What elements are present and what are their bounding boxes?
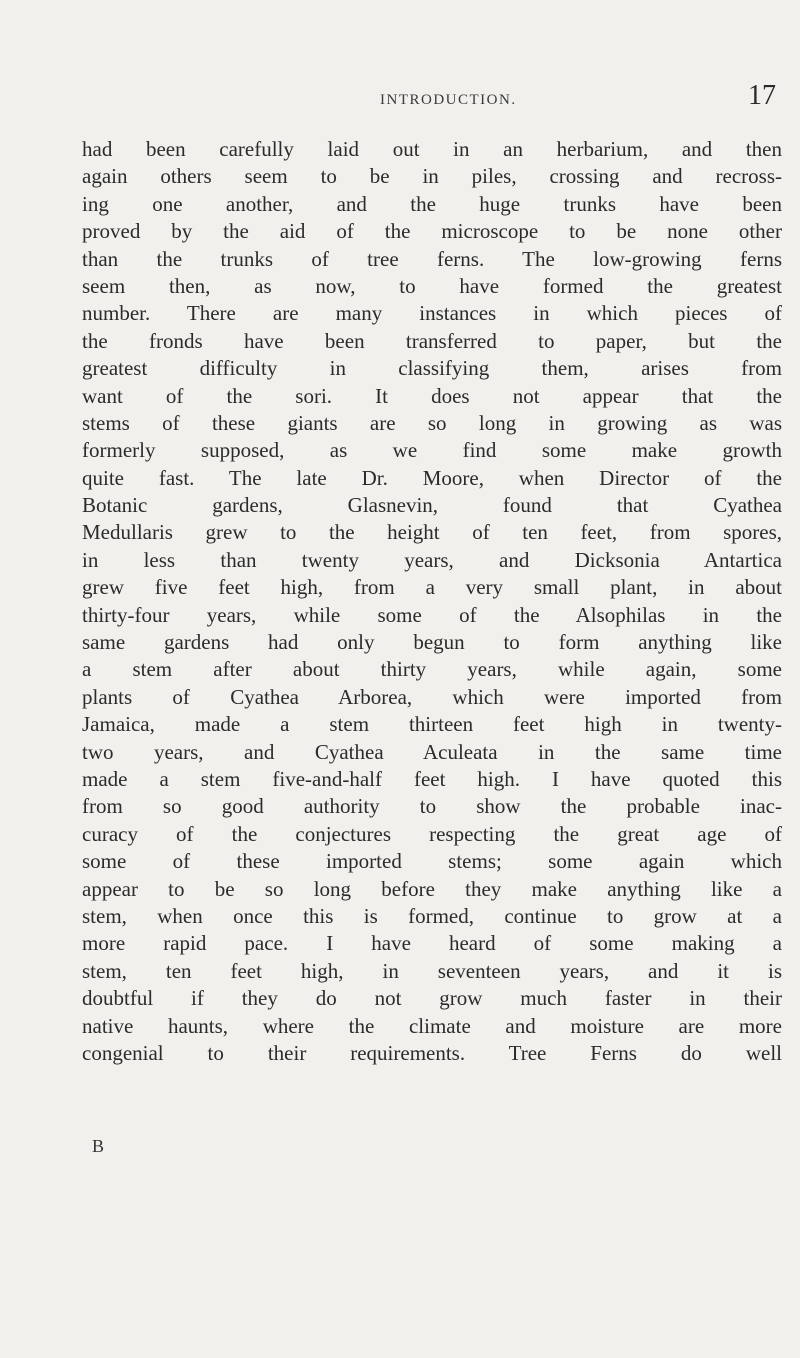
- text-line: curacy of the conjectures respecting the great age of: [82, 821, 782, 846]
- text-line: formerly supposed, as we find some make growth: [82, 438, 782, 463]
- text-line: the fronds have been transferred to paper, but the: [82, 328, 782, 353]
- text-line: proved by the aid of the microscope to be none other: [82, 219, 782, 244]
- running-title: INTRODUCTION.: [380, 92, 517, 108]
- text-line: again others seem to be in piles, crossing and recross-: [82, 164, 782, 189]
- text-line: in less than twenty years, and Dicksonia Antartica: [82, 547, 782, 572]
- text-line: quite fast. The late Dr. Moore, when Director of the: [82, 465, 782, 490]
- text-line: stems of these giants are so long in growing as was: [82, 410, 782, 435]
- text-line: thirty-four years, while some of the Alsophilas in the: [82, 602, 782, 627]
- text-line: a stem after about thirty years, while again, some: [82, 657, 782, 682]
- page-number: 17: [748, 80, 776, 111]
- text-line: Botanic gardens, Glasnevin, found that Cyathea: [82, 493, 782, 518]
- text-line: grew five feet high, from a very small plant, in about: [82, 575, 782, 600]
- text-line: appear to be so long before they make anything like a: [82, 876, 782, 901]
- text-line: ing one another, and the huge trunks have been: [82, 191, 782, 216]
- text-line: more rapid pace. I have heard of some making a: [82, 931, 782, 956]
- text-line: stem, when once this is formed, continue to grow at a: [82, 903, 782, 928]
- text-line: greatest difficulty in classifying them, arises from: [82, 356, 782, 381]
- text-line: native haunts, where the climate and moisture are more: [82, 1013, 782, 1038]
- text-line: had been carefully laid out in an herbarium, and then: [82, 137, 782, 161]
- text-line: same gardens had only begun to form anything like: [82, 630, 782, 655]
- running-head: [0, 78, 800, 118]
- text-line: Jamaica, made a stem thirteen feet high in twenty-: [82, 712, 782, 737]
- text-line: from so good authority to show the probable inac-: [82, 794, 782, 819]
- text-line: than the trunks of tree ferns. The low-growing ferns: [82, 246, 782, 271]
- text-line: stem, ten feet high, in seventeen years, and it is: [82, 958, 782, 983]
- text-line: number. There are many instances in which pieces of: [82, 301, 782, 326]
- text-line: made a stem five-and-half feet high. I have quoted this: [82, 766, 782, 791]
- text-line: doubtful if they do not grow much faster in their: [82, 986, 782, 1011]
- text-line: plants of Cyathea Arborea, which were imported from: [82, 684, 782, 709]
- text-line: some of these imported stems; some again which: [82, 849, 782, 874]
- text-line: seem then, as now, to have formed the greatest: [82, 273, 782, 298]
- text-line: want of the sori. It does not appear that the: [82, 383, 782, 408]
- text-line: Medullaris grew to the height of ten feet, from spores,: [82, 520, 782, 545]
- text-line: two years, and Cyathea Aculeata in the same time: [82, 739, 782, 764]
- signature-mark: B: [92, 1136, 105, 1156]
- body-text: [82, 136, 782, 1067]
- text-line: congenial to their requirements. Tree Ferns do well: [82, 1040, 782, 1065]
